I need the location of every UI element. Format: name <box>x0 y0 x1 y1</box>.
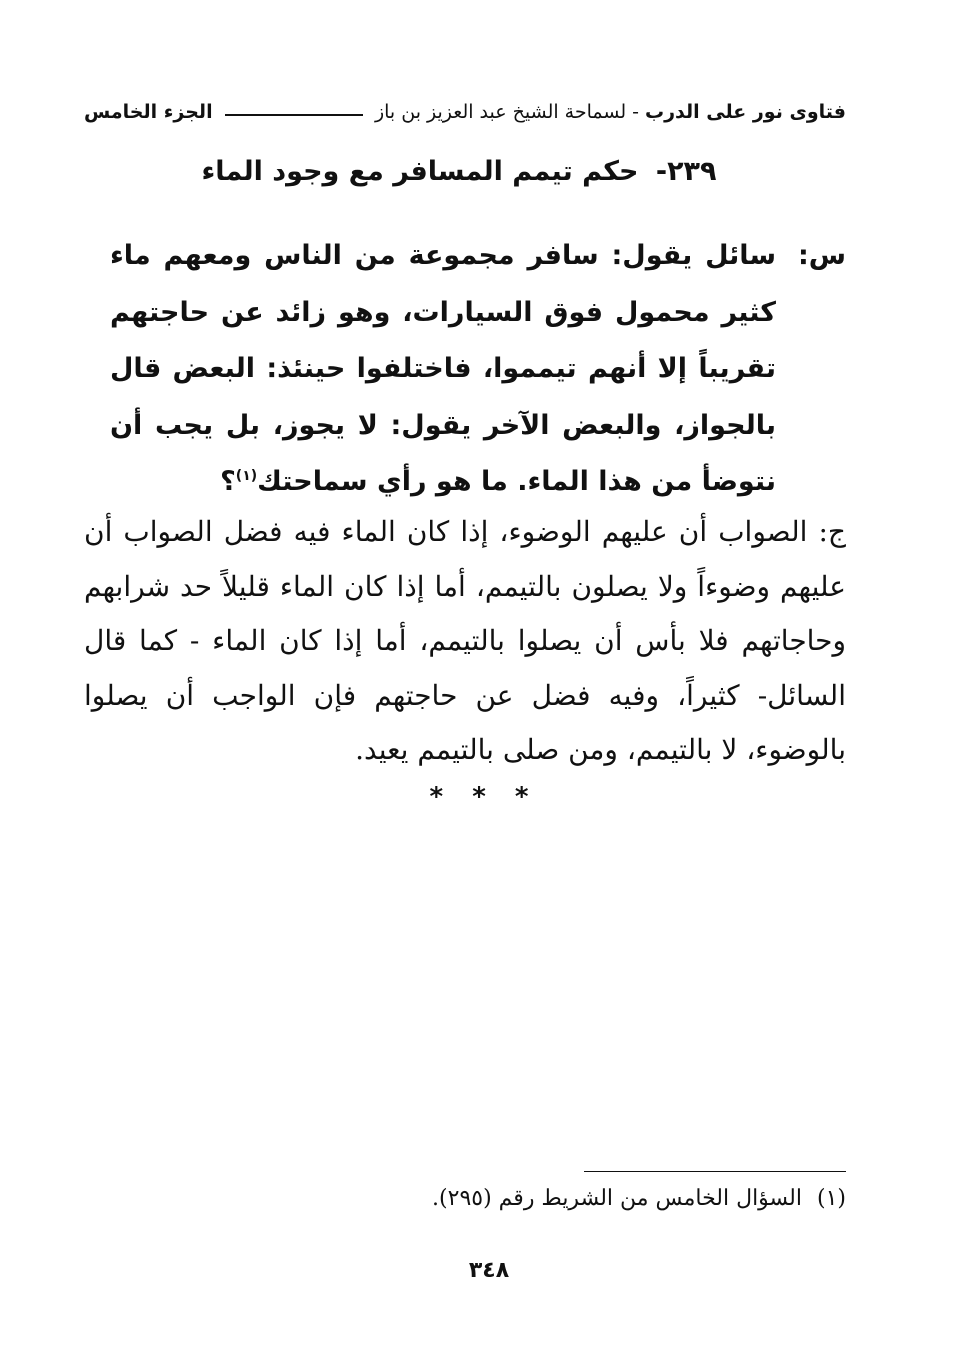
running-header <box>84 92 846 132</box>
question-body <box>110 228 776 511</box>
header-part: الجزء الخامس <box>84 101 213 123</box>
header-author: لسماحة الشيخ عبد العزيز بن باز <box>374 101 627 123</box>
answer-label: ج: <box>818 515 846 548</box>
question-block <box>110 228 846 511</box>
question-end-mark: ؟ <box>220 466 236 497</box>
question-label: س: <box>797 240 846 271</box>
footnote-rule <box>584 1171 846 1172</box>
page-number: ٣٤٨ <box>468 1258 510 1283</box>
fatwa-number: ٢٣٩- <box>655 156 717 187</box>
question-text: سائل يقول: سافر مجموعة من الناس ومعهم ماء كثير محمول فوق السيارات، وهو زائد عن حاجتهم تقريباً إلا أنهم تيمموا، فاختلفوا حينئذ: البعض قال بالجواز، والبعض الآخر يقول: لا يجوز، بل يجب أن نتوضأ من هذا الماء. ما هو رأي سماحتك <box>110 240 776 497</box>
section-separator: * * * <box>429 782 539 812</box>
fatwa-title: حكم تيمم المسافر مع وجود الماء <box>201 156 639 187</box>
header-separator: - <box>632 101 639 123</box>
fatwa-heading <box>0 156 958 187</box>
answer-block <box>84 505 846 778</box>
footnote-reference[interactable]: (١) <box>235 468 258 484</box>
answer-text: الصواب أن عليهم الوضوء، إذا كان الماء فيه فضل الصواب أن عليهم وضوءاً ولا يصلون بالتيمم، أما إذا كان الماء قليلاً حد شرابهم وحاجاتهم فلا بأس أن يصلوا بالتيمم، أما إذا كان الماء - كما قال السائل- كثيراً، وفيه فضل عن حاجتهم فإن الواجب أن يصلوا بالوضوء، لا بالتيمم، ومن صلى بالتيمم يعيد. <box>84 515 846 766</box>
footnote <box>84 1180 846 1218</box>
footnote-mark: (١) <box>816 1186 846 1211</box>
header-book-title: فتاوى نور على الدرب <box>645 101 846 123</box>
footnote-text: السؤال الخامس من الشريط رقم (٢٩٥). <box>432 1186 802 1211</box>
header-rule <box>225 114 363 116</box>
